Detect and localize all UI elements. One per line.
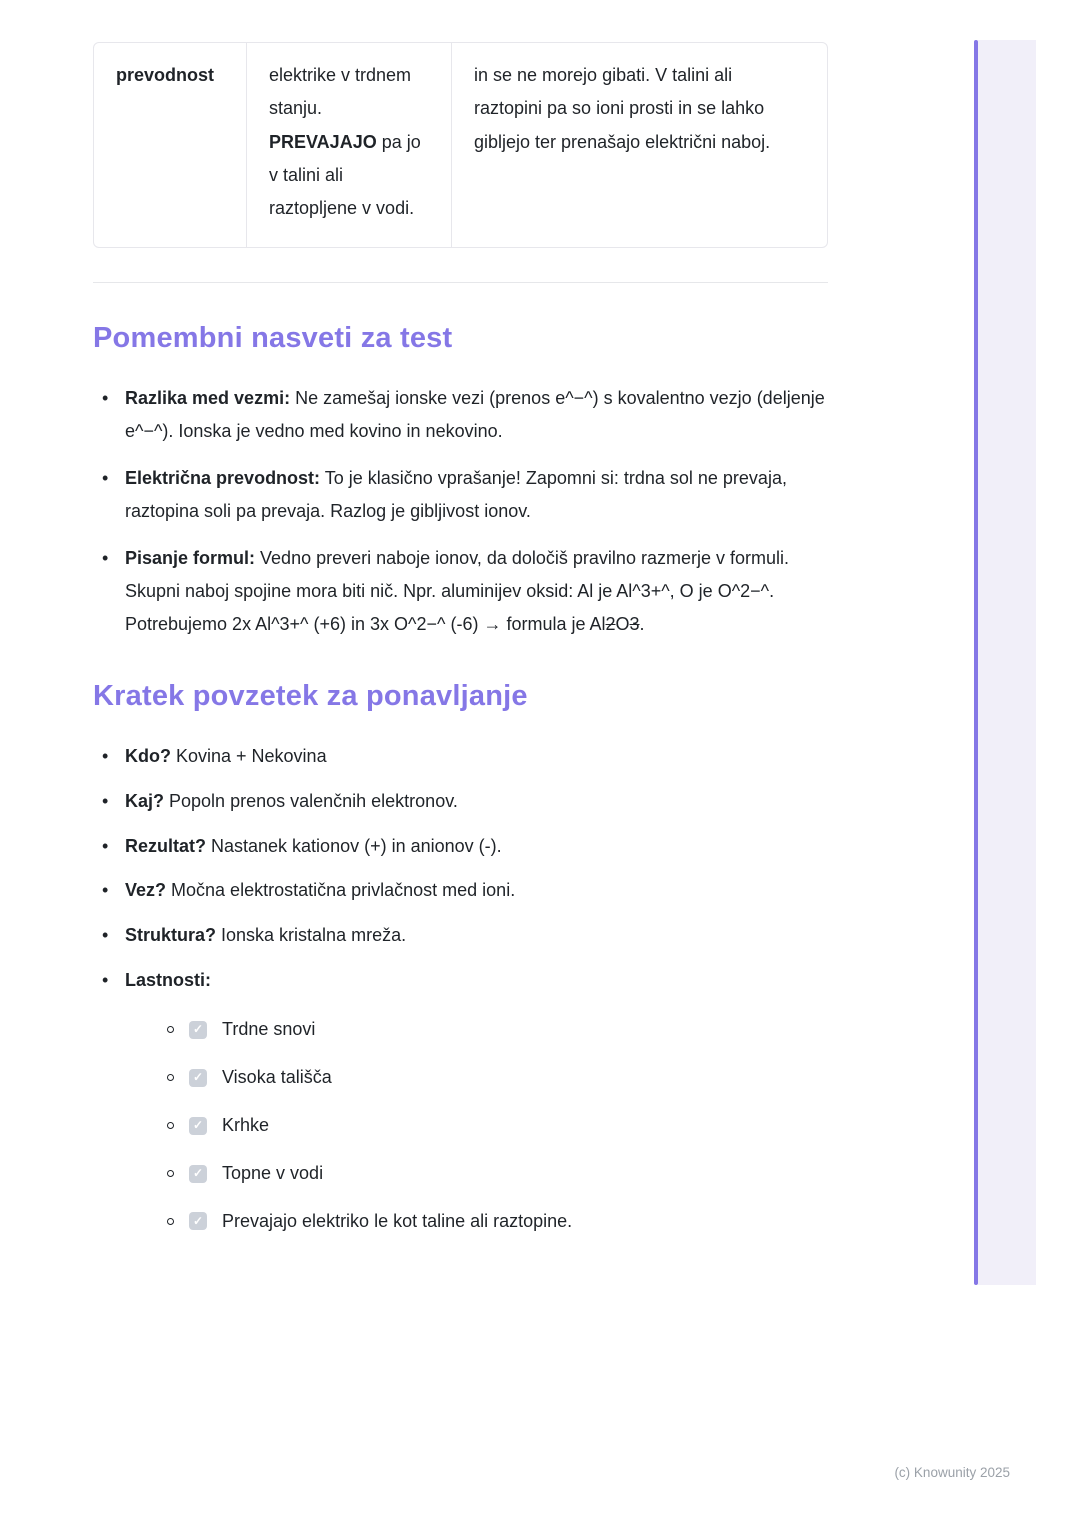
summary-label: Kaj? [125,790,165,811]
list-item [93,462,828,528]
checklist-item [125,1157,828,1190]
summary-text: Kovina + Nekovina [170,745,327,766]
table-cell-term [94,43,246,247]
summary-text: Močna elektrostatična privlačnost med ioni. [166,880,516,901]
tip-label: Pisanje formul: [125,548,256,569]
table-explanation-text: in se ne morejo gibati. V talini ali raztopini pa so ioni prosti in se lahko gibljejo ter prenašajo električni naboj. [474,65,771,152]
checklist-label: Trdne snovi [222,1019,316,1040]
checklist-label: Topne v vodi [222,1163,324,1184]
tip-text: Ne zamešaj ionske vezi (prenos e^−^) s kovalentno vezjo (deljenje e^−^). Ionska je vedno med kovino in nekovino. [125,388,825,442]
table-term-text: prevodnost [116,65,215,85]
summary-text: Ionska kristalna mreža. [216,925,407,946]
tip-label: Razlika med vezmi: [125,388,291,409]
checklist-item [125,1205,828,1238]
footer-copyright: (c) Knowunity 2025 [894,1465,1010,1480]
summary-label: Vez? [125,880,167,901]
summary-text: Popoln prenos valenčnih elektronov. [164,790,458,811]
properties-table [93,42,828,248]
checkbox-checked-icon[interactable] [189,1021,207,1039]
checklist-label: Prevajajo elektriko le kot taline ali raztopine. [222,1211,573,1232]
checkbox-checked-icon[interactable] [189,1117,207,1135]
tips-list [93,382,828,641]
divider [93,282,828,283]
list-item [93,874,828,907]
tip-text: To je klasično vprašanje! Zapomni si: trdna sol ne prevaja, raztopina soli pa prevaja. Razlog je gibljivost ionov. [125,468,787,522]
tip-label: Električna prevodnost: [125,468,321,489]
circle-bullet-icon [167,1170,174,1177]
checkbox-checked-icon[interactable] [189,1069,207,1087]
summary-label: Struktura? [125,925,217,946]
check-glyph: ✓ [192,1213,204,1228]
circle-bullet-icon [167,1026,174,1033]
summary-list [93,740,828,1238]
checkbox-checked-icon[interactable] [189,1165,207,1183]
checkbox-checked-icon[interactable] [189,1212,207,1230]
side-panel [978,40,1036,1285]
summary-text: Nastanek kationov (+) in anionov (-). [206,835,502,856]
checklist-item [125,1109,828,1142]
list-item [93,740,828,773]
checklist-label: Krhke [222,1115,270,1136]
tip-text-end: . [639,613,645,634]
table-cell-description [246,43,451,247]
summary-label: Kdo? [125,745,171,766]
check-glyph: ✓ [192,1165,204,1180]
circle-bullet-icon [167,1218,174,1225]
list-item [93,542,828,641]
table-desc-bold: PREVAJAJO [269,131,377,152]
table-cell-explanation [451,43,827,247]
formula-subscript: 2 [605,613,616,634]
list-item [93,919,828,952]
list-item [93,785,828,818]
summary-label: Rezultat? [125,835,206,856]
checklist-item [125,1061,828,1094]
tip-text: Vedno preveri naboje ionov, da določiš pravilno razmerje v formuli. Skupni naboj spojine mora biti nič. Npr. aluminijev oksid: Al je Al^3+^, O je O^2−^. Potrebujemo 2x Al^3+^ (+6) in 3x O^2−^ (-6) → formula je Al [125,548,789,634]
table-desc-post: pa jo v talini ali raztopljene v vodi. [269,131,421,219]
list-item [93,830,828,863]
check-glyph: ✓ [192,1117,204,1132]
list-item [93,382,828,448]
checklist-label: Visoka tališča [222,1067,332,1088]
circle-bullet-icon [167,1074,174,1081]
properties-checklist [125,1013,828,1238]
document-page [93,42,828,1253]
checklist-item [125,1013,828,1046]
formula-element: O [615,613,630,634]
side-accent-bar [974,40,978,1285]
check-glyph: ✓ [192,1069,204,1084]
list-item [93,964,828,1238]
summary-label: Lastnosti: [125,970,212,991]
check-glyph: ✓ [192,1021,204,1036]
section-heading-summary: Kratek povzetek za ponavljanje [93,679,528,712]
circle-bullet-icon [167,1122,174,1129]
table-desc-pre: elektrike v trdnem stanju. [269,65,412,119]
formula-subscript: 3 [629,613,640,634]
section-heading-tips: Pomembni nasveti za test [93,322,453,355]
